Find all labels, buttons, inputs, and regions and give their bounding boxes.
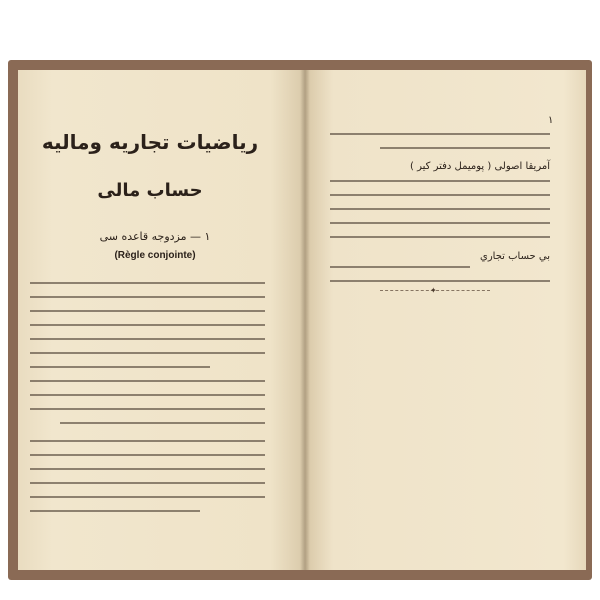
divider-ornament-icon: ✦ xyxy=(430,286,437,295)
right-heading-1: آمریقا اصولی ( پومیمل دفتر کیر ) xyxy=(410,161,550,172)
latin-heading: (Règle conjointe) xyxy=(114,250,196,261)
book-spine xyxy=(300,70,310,570)
right-page xyxy=(305,70,586,570)
right-page-number: ١ xyxy=(548,115,554,126)
page-title: ریاضیات تجاریه ومالیه xyxy=(41,130,259,154)
page-subtitle: حساب مالی xyxy=(97,180,203,201)
section-heading: ١ — مزدوجه قاعده سی xyxy=(99,230,211,243)
right-heading-2: بي حساب تجاري xyxy=(480,251,550,262)
